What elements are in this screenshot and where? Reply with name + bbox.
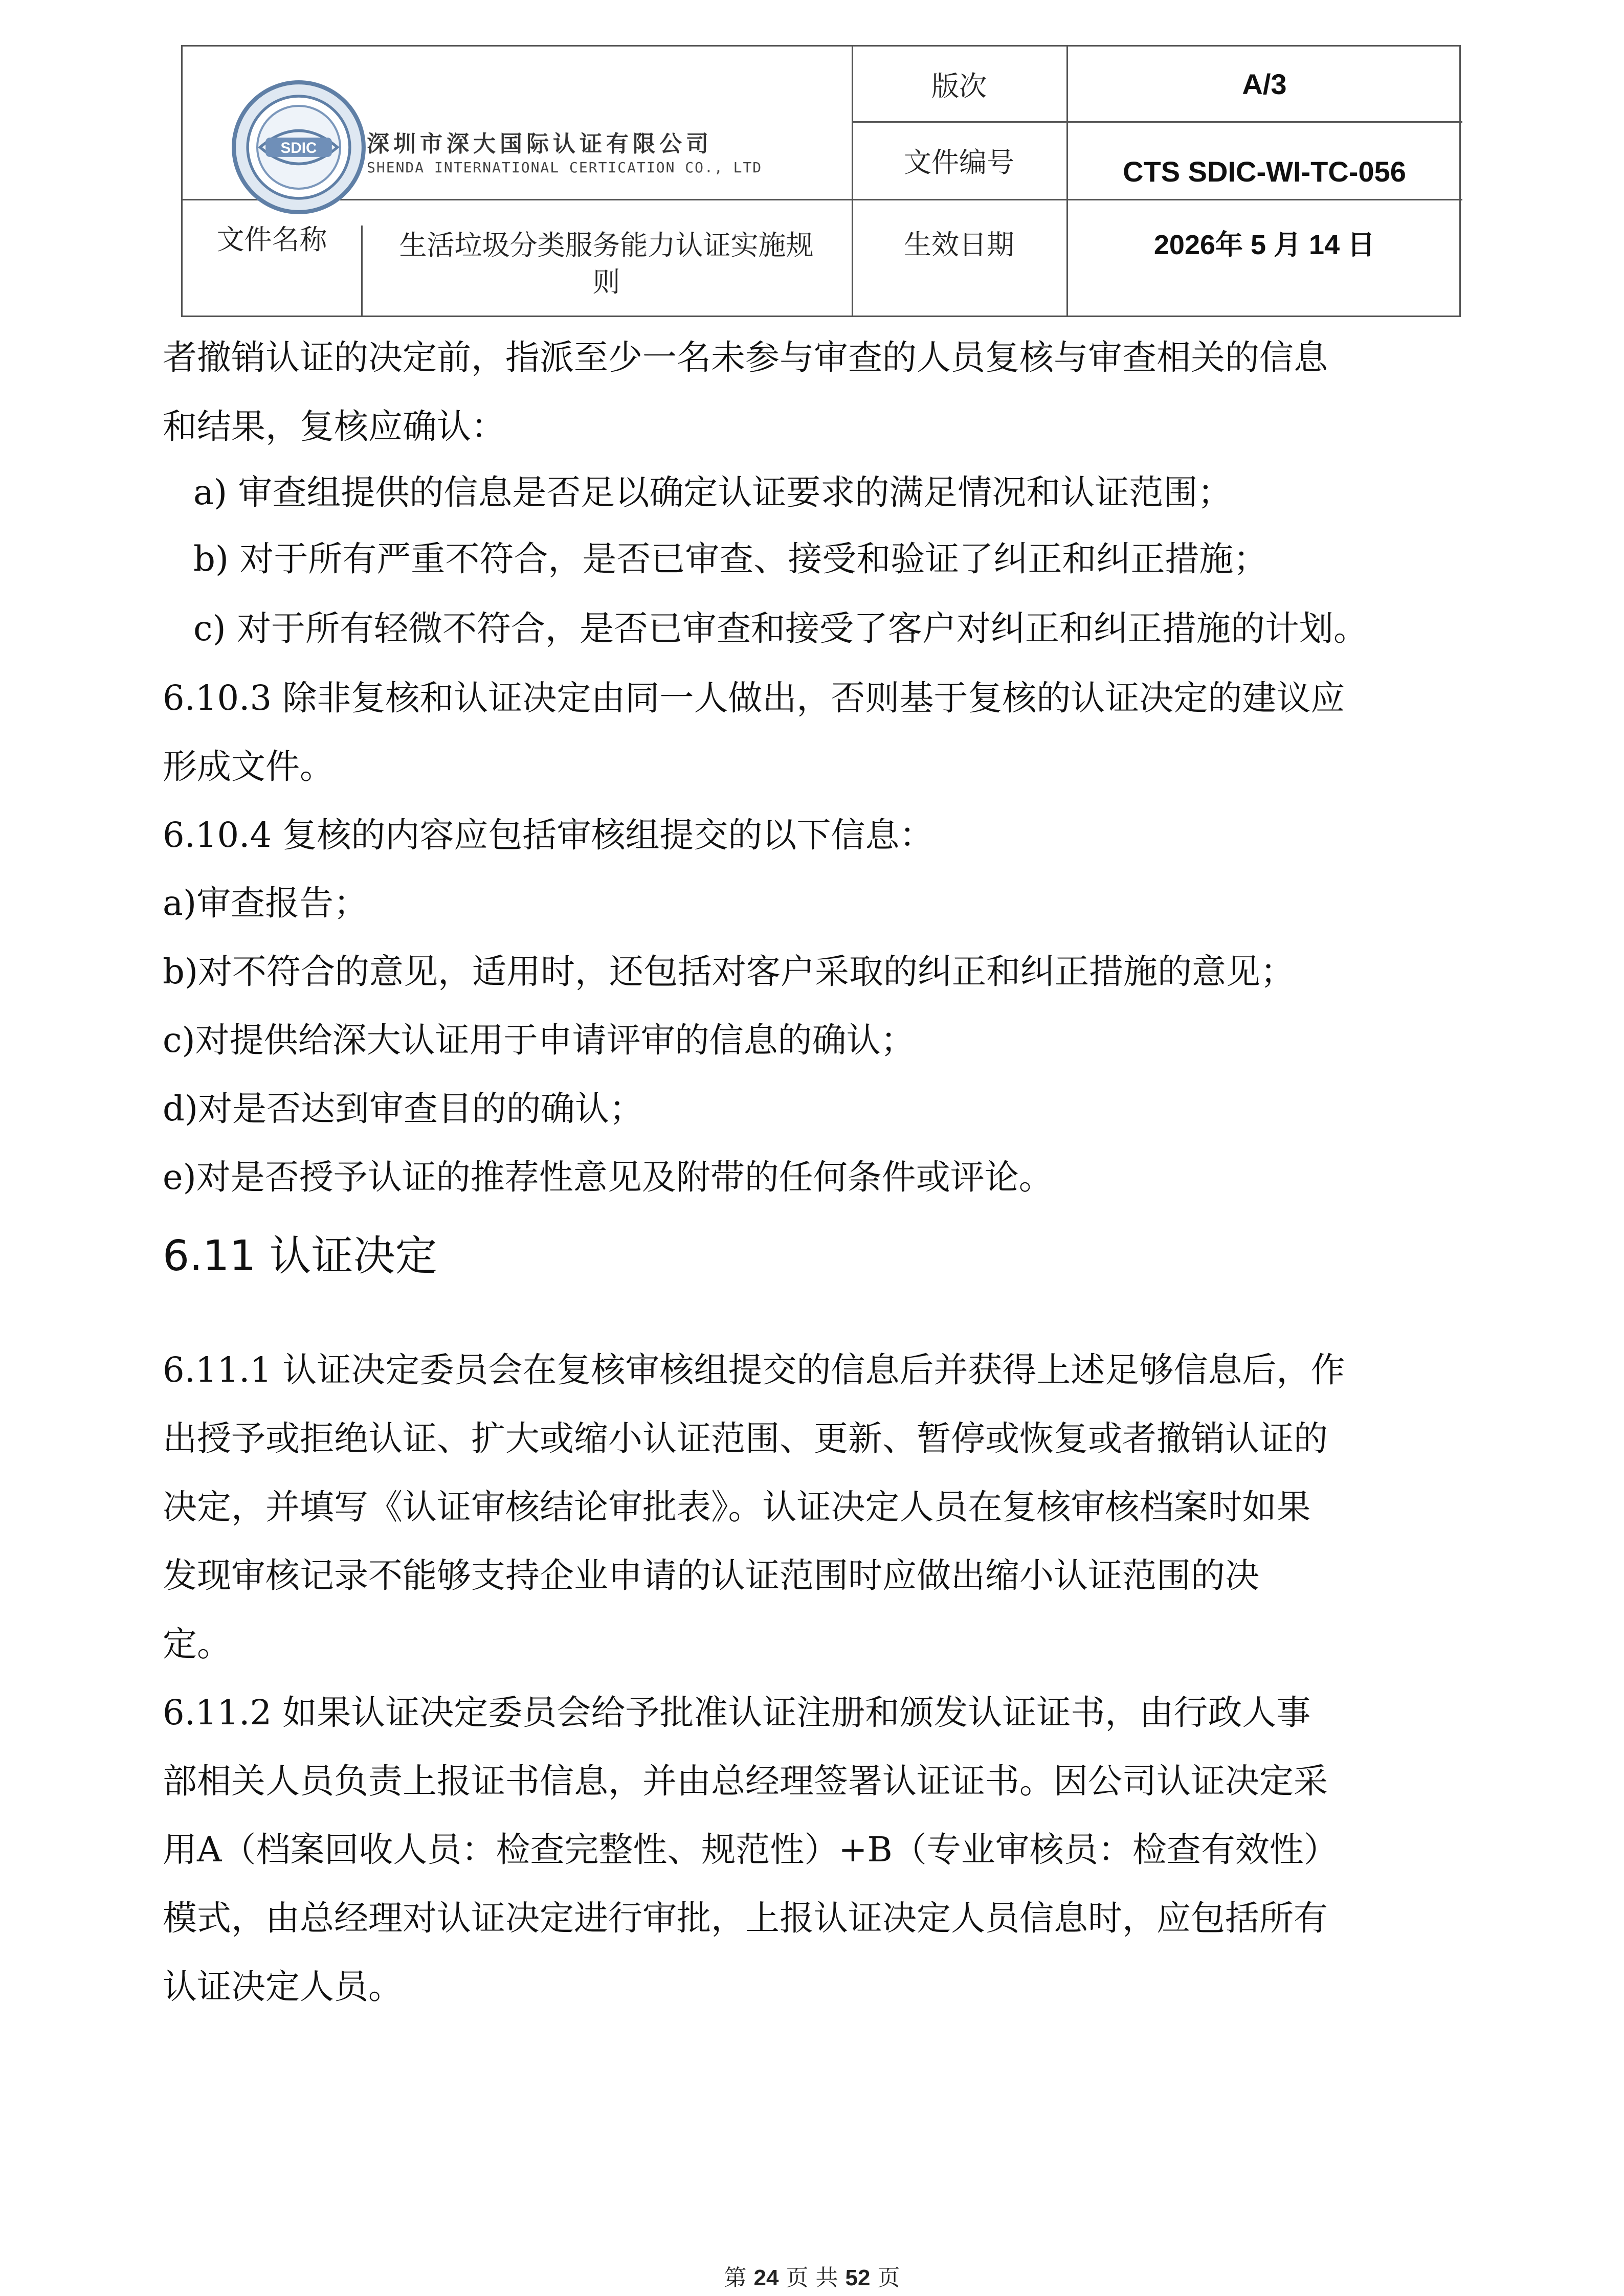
doc-name-value <box>361 215 852 312</box>
paragraph-line: 6.11.2 如果认证决定委员会给予批准认证注册和颁发认证证书，由行政人事 <box>163 1693 1311 1732</box>
list-item: c) 对于所有轻微不符合，是否已审查和接受了客户对纠正和纠正措施的计划。 <box>193 609 1368 648</box>
page-total: 52 <box>845 2265 871 2290</box>
effective-date-label: 生效日期 <box>904 228 1014 261</box>
page-footer <box>0 2259 1624 2292</box>
list-item: b) 对于所有严重不符合，是否已审查、接受和验证了纠正和纠正措施； <box>193 539 1268 579</box>
doc-number-value: CTS SDIC-WI-TC-056 <box>1123 155 1406 188</box>
paragraph-line: 出授予或拒绝认证、扩大或缩小认证范围、更新、暂停或恢复或者撤销认证的 <box>163 1419 1328 1458</box>
doc-name-label: 文件名称 <box>216 223 327 256</box>
paragraph-line: 模式，由总经理对认证决定进行审批，上报认证决定人员信息时，应包括所有 <box>163 1898 1328 1938</box>
doc-name-line: 则 <box>592 266 620 298</box>
footer-prefix: 第 <box>724 2265 747 2291</box>
sdic-seal-icon <box>230 78 368 216</box>
paragraph-line: 6.10.4 复核的内容应包括审核组提交的以下信息： <box>163 815 934 855</box>
list-item: a)审查报告； <box>163 883 368 923</box>
version-label: 版次 <box>931 70 987 102</box>
list-item: e)对是否授予认证的推荐性意见及附带的任何条件或评论。 <box>163 1157 1053 1197</box>
footer-middle: 页 共 <box>786 2265 838 2291</box>
doc-name-line: 生活垃圾分类服务能力认证实施规 <box>399 229 814 261</box>
effective-date-value: 2026年 5 月 14 日 <box>1153 229 1375 260</box>
document-header-table <box>181 45 1461 317</box>
paragraph-line: 用A（档案回收人员：检查完整性、规范性）+B（专业审核员：检查有效性） <box>163 1830 1338 1870</box>
list-item: d)对是否达到审查目的的确认； <box>163 1089 644 1129</box>
paragraph-line: 发现审核记录不能够支持企业申请的认证范围时应做出缩小认证范围的决 <box>163 1556 1259 1595</box>
company-logo <box>230 78 854 216</box>
doc-number-label: 文件编号 <box>904 146 1014 178</box>
company-name-en: SHENDA INTERNATIONAL CERTICATION CO., LTD <box>367 159 763 176</box>
logo-text: SDIC <box>280 139 317 156</box>
paragraph-line: 决定，并填写《认证审核结论审批表》。认证决定人员在复核审核档案时如果 <box>163 1487 1311 1527</box>
paragraph-line: 认证决定人员。 <box>163 1967 403 2007</box>
company-name-cn: 深圳市深大国际认证有限公司 <box>367 131 713 157</box>
paragraph-line: 定。 <box>163 1624 231 1664</box>
version-value: A/3 <box>1242 67 1287 100</box>
paragraph-line: 部相关人员负责上报证书信息，并由总经理签署认证证书。因公司认证决定采 <box>163 1761 1328 1801</box>
page-number: 24 <box>753 2265 779 2290</box>
list-item: b)对不符合的意见，适用时，还包括对客户采取的纠正和纠正措施的意见； <box>163 952 1295 992</box>
paragraph-line: 形成文件。 <box>163 747 334 786</box>
section-heading: 6.11 认证决定 <box>163 1232 437 1280</box>
paragraph-line: 者撤销认证的决定前，指派至少一名未参与审查的人员复核与审查相关的信息 <box>163 337 1328 377</box>
paragraph-line: 6.10.3 除非复核和认证决定由同一人做出，否则基于复核的认证决定的建议应 <box>163 678 1345 718</box>
list-item: a) 审查组提供的信息是否足以确定认证要求的满足情况和认证范围； <box>193 472 1232 512</box>
list-item: c)对提供给深大认证用于申请评审的信息的确认； <box>163 1020 915 1060</box>
footer-suffix: 页 <box>877 2265 900 2291</box>
paragraph-line: 和结果，复核应确认： <box>163 407 505 446</box>
paragraph-line: 6.11.1 认证决定委员会在复核审核组提交的信息后并获得上述足够信息后，作 <box>163 1350 1345 1390</box>
